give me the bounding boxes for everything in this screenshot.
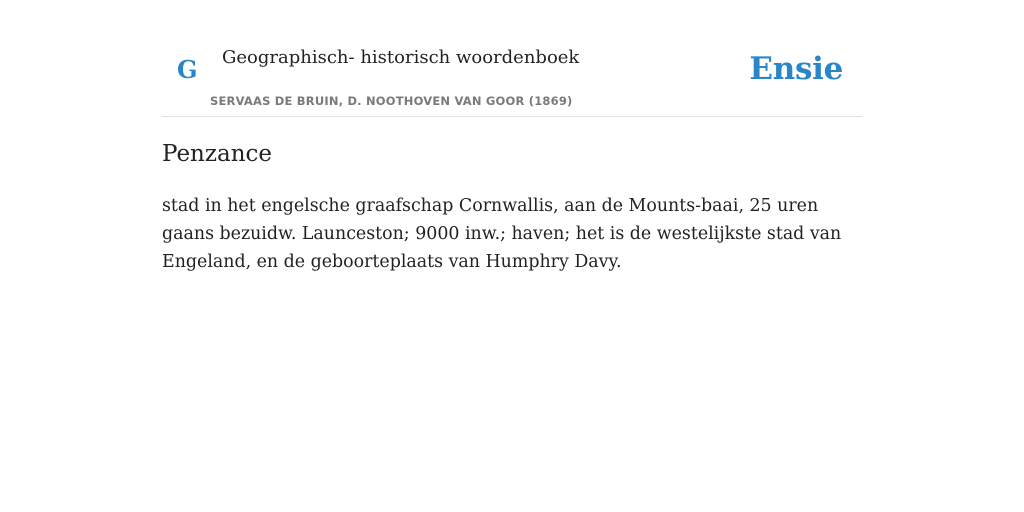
ensie-logo[interactable]: Ensie [749, 51, 843, 87]
book-authors: SERVAAS DE BRUIN, D. NOOTHOVEN VAN GOOR (1869) [210, 94, 573, 108]
book-header [162, 0, 862, 117]
entry-title: Penzance [162, 141, 273, 167]
book-letter-icon[interactable]: G [177, 55, 198, 84]
book-title-link[interactable]: Geographisch- historisch woordenboek [222, 47, 580, 68]
entry-body: stad in het engelsche graafschap Cornwallis, aan de Mounts-baai, 25 uren gaans bezuidw. Launceston; 9000 inw.; haven; het is de westelijkste stad van Engeland, en de geboorteplaats van Humphry Davy. [162, 196, 842, 272]
